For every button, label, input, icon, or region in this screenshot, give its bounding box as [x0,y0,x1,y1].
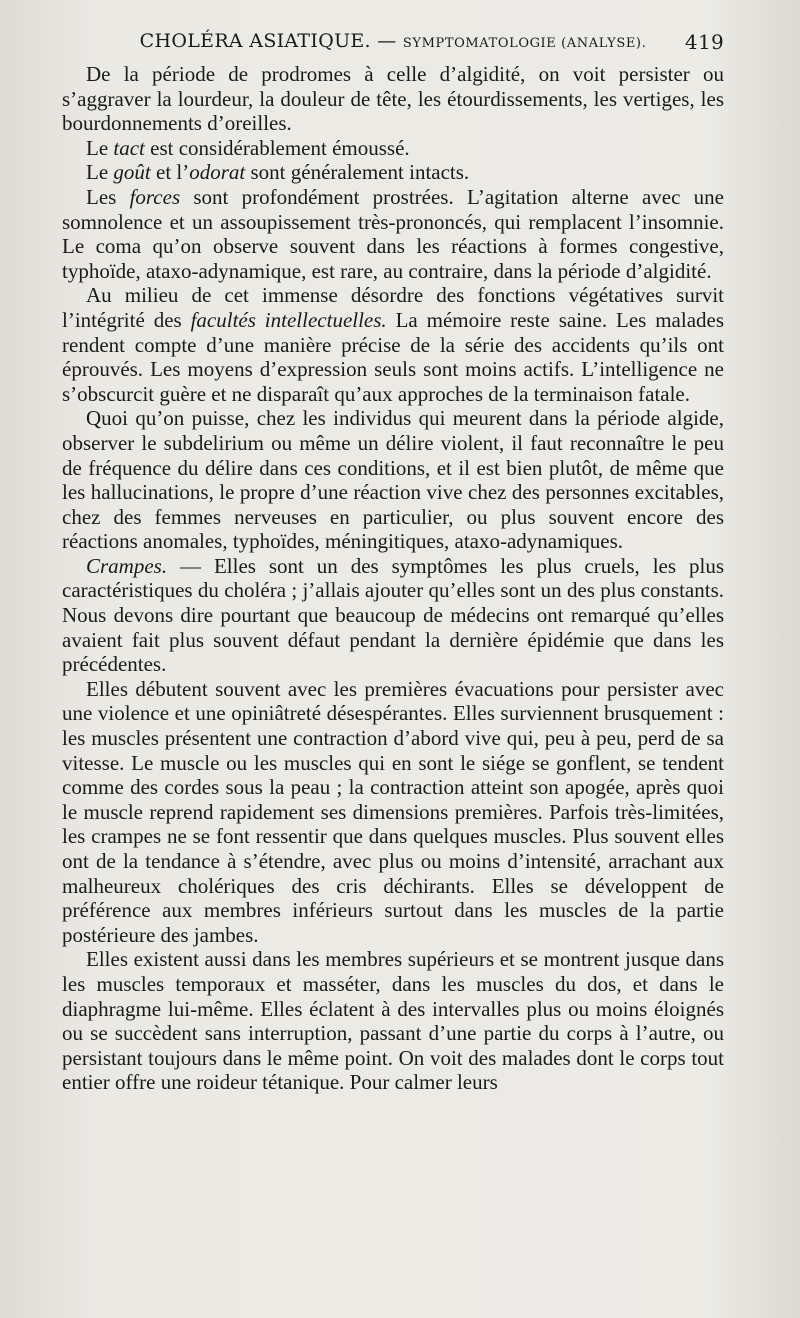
paragraph [62,283,724,406]
text-segment: est considérablement émoussé. [144,135,410,160]
paragraph [62,554,724,677]
paragraph [62,160,724,185]
italic-text: odorat [189,160,246,185]
paragraph [62,136,724,161]
running-head-subtitle: SYMPTOMATOLOGIE (ANALYSE). [402,36,647,51]
text-segment: De la période de prodromes à celle d’algidité, on voit persister ou s’aggraver la lourdeur, la douleur de tête, les étourdissements, les vertiges, les bourdonnements d’oreilles. [62,62,724,136]
italic-text: facultés intellectuelles. [190,307,387,332]
text-segment: Le [86,160,114,185]
text-segment: Elles débutent souvent avec les premières évacuations pour persister avec une violence et une opiniâtreté désespérantes. Elles surviennent brusquement : les muscles présentent une contraction d’abord vive qui, peu à peu, perd de sa vitesse. Le muscle ou les muscles qui en sont le siége se gonflent, se tendent comme des cordes sous la peau ; la contraction atteint son apogée, après quoi le muscle reprend rapidement ses dimensions premières. Parfois très-limitées, les crampes ne se font ressentir que dans quelques muscles. Plus souvent elles ont de la tendance à s’étendre, avec plus ou moins d’intensité, arrachant aux malheureux cholériques des cris déchirants. Elles se développent de préférence aux membres inférieurs surtout dans les muscles de la partie postérieure des jambes. [62,676,724,947]
text-segment: Au milieu de cet immense désordre des fonctions végétatives survit l’intégrité des [62,283,724,332]
text-segment: et l’ [150,160,190,185]
paragraph [62,406,724,554]
italic-text: goût [113,160,151,185]
paragraph [62,62,724,136]
text-segment: Elles existent aussi dans les membres supérieurs et se montrent jusque dans les muscles temporaux et masséter, dans les muscles du dos, et dans le diaphragme lui-même. Elles éclatent à des intervalles plus ou moins éloignés ou se succèdent sans interruption, passant d’une partie du corps à l’autre, ou persistant toujours dans le même point. On voit des malades dont le corps tout entier offre une roideur tétanique. Pour calmer leurs [62,947,724,1095]
text-segment: Quoi qu’on puisse, chez les individus qui meurent dans la période algide, observer le subdelirium ou même un délire violent, il faut reconnaître le peu de fréquence du délire dans ces conditions, et il est bien plutôt, de même que les hallucinations, le propre d’une réaction vive chez des personnes excitables, chez des femmes nerveuses en particulier, ou plus souvent encore des réactions anomales, typhoïdes, méningitiques, ataxo-adynamiques. [62,406,724,554]
text-segment: Les [86,184,130,209]
text-segment: — Elles sont un des symptômes les plus cruels, les plus caractéristiques du choléra ; j’allais ajouter qu’elles sont un des plus constants. Nous devons dire pourtant que beaucoup de médecins ont remarqué qu’elles avaient fait plus souvent défaut pendant la dernière épidémie que dans les précédentes. [62,553,724,677]
text-segment: sont généralement intacts. [245,160,470,185]
paragraph [62,185,724,283]
text-segment: Le [86,135,114,160]
italic-text: tact [113,135,145,160]
italic-text: forces [129,184,181,209]
running-head-dash: — [370,30,403,52]
running-head-title: CHOLÉRA ASIATIQUE. [139,30,371,52]
body-text [62,62,724,1095]
text-segment: La mémoire reste saine. Les malades rendent compte d’une manière précise de la série des accidents qu’ils ont éprouvés. Les moyens d’expression seuls sont moins actifs. L’intelligence ne s’obscurcit guère et ne disparaît qu’aux approches de la terminaison fatale. [62,307,725,406]
paragraph [62,677,724,948]
italic-text: Crampes. [86,553,168,578]
text-segment: sont profondément prostrées. L’agitation alterne avec une somnolence et un assoupissement très-prononcés, qui remplacent l’insomnie. Le coma qu’on observe souvent dans les réactions à formes congestive, typhoïde, ataxo-adynamique, est rare, au contraire, dans la période d’algidité. [62,184,724,283]
page-number: 419 [684,30,724,54]
running-head [62,30,724,62]
paragraph [62,947,724,1095]
